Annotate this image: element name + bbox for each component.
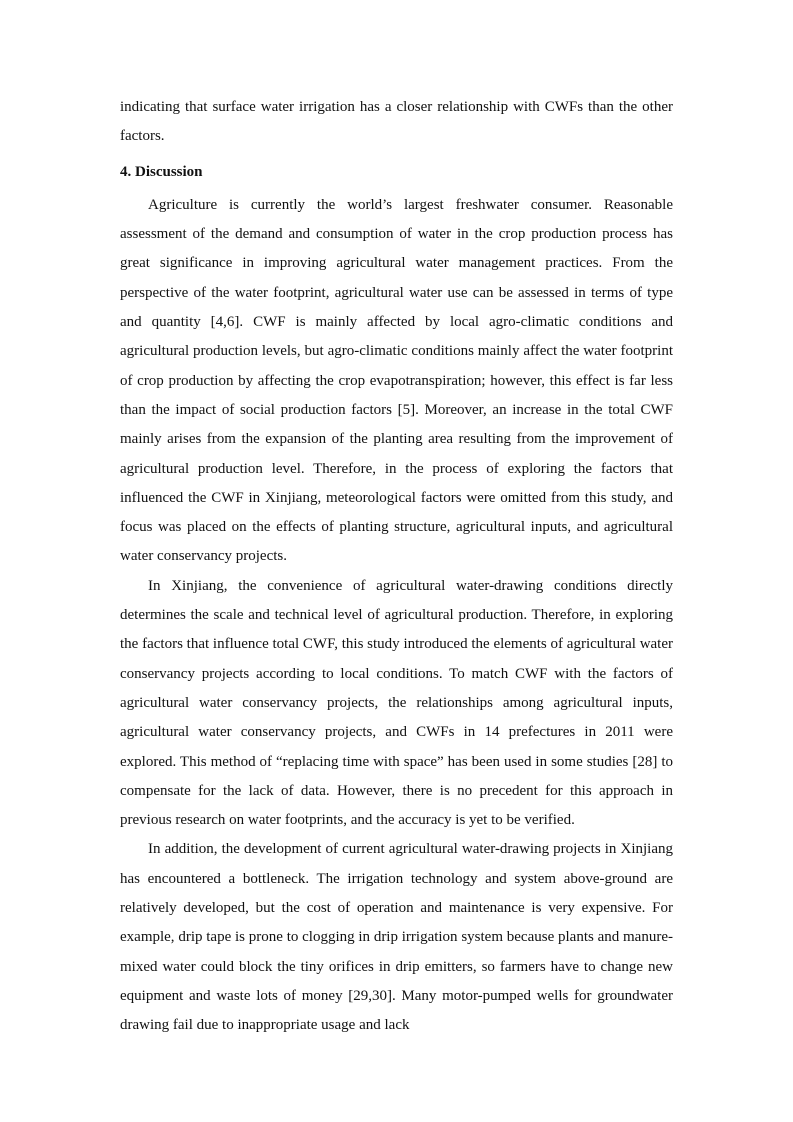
section-heading: 4. Discussion [120, 163, 203, 180]
discussion-paragraph-3: In addition, the development of current agricultural water-drawing projects in Xinjiang has encountered a bottleneck. The irrigation technology and system above-ground are relatively developed, but the cost of operation and maintenance is very expensive. For example, drip tape is prone to clogging in drip irrigation system because plants and manure-mixed water could block the tiny orifices in drip emitters, so farmers have to change new equipment and waste lots of money [29,30]. Many motor-pumped wells for groundwater drawing fail due to inappropriate usage and lack [120, 841, 673, 1034]
discussion-paragraph-1: Agriculture is currently the world’s largest freshwater consumer. Reasonable assessment of the demand and consumption of water in the crop production process has great significance in improving agricultural water management practices. From the perspective of the water footprint, agricultural water use can be assessed in terms of type and quantity [4,6]. CWF is mainly affected by local agro-climatic conditions and agricultural production levels, but agro-climatic conditions mainly affect the water footprint of crop production by affecting the crop evapotranspiration; however, this effect is far less than the impact of social production factors [5]. Moreover, an increase in the total CWF mainly arises from the expansion of the planting area resulting from the improvement of agricultural production level. Therefore, in the process of exploring the factors that influenced the CWF in Xinjiang, meteorological factors were omitted from this study, and focus was placed on the effects of planting structure, agricultural inputs, and agricultural water conservancy projects. [120, 196, 673, 565]
continuation-paragraph: indicating that surface water irrigation has a closer relationship with CWFs than the other factors. [120, 99, 673, 145]
discussion-paragraph-2: In Xinjiang, the convenience of agricultural water-drawing conditions directly determines the scale and technical level of agricultural production. Therefore, in exploring the factors that influence total CWF, this study introduced the elements of agricultural water conservancy projects according to local conditions. To match CWF with the factors of agricultural water conservancy projects, the relationships among agricultural inputs, agricultural water conservancy projects, and CWFs in 14 prefectures in 2011 were explored. This method of “replacing time with space” has been used in some studies [28] to compensate for the lack of data. However, there is no precedent for this approach in previous research on water footprints, and the accuracy is yet to be verified. [120, 577, 673, 829]
document-page [120, 93, 673, 1041]
